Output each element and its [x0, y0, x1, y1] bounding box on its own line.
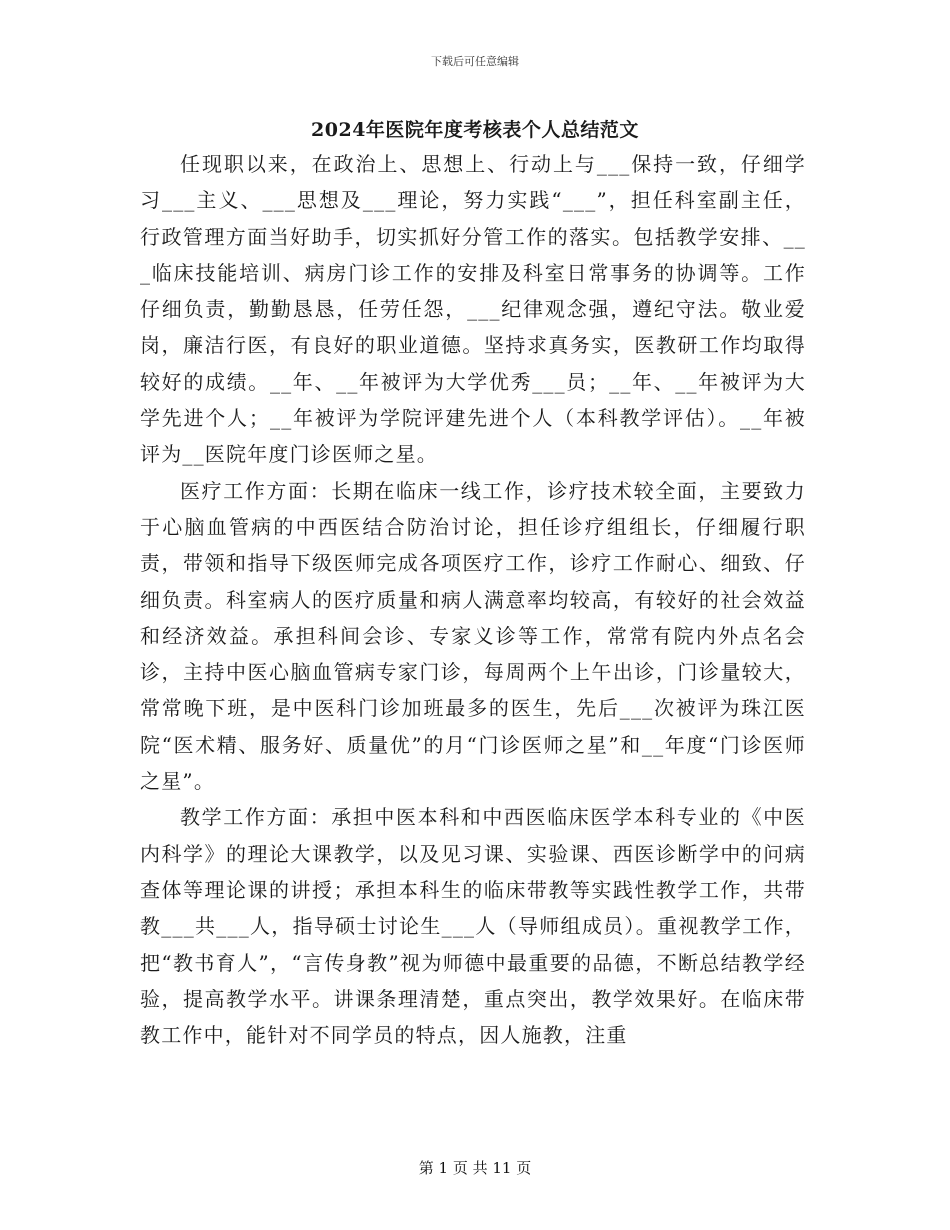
paragraph-teaching-work: 教学工作方面：承担中医本科和中西医临床医学本科专业的《中医内科学》的理论大课教学，以及见习课、实验课、西医诊断学中的问病查体等理论课的讲授；承担本科生的临床带教等实践性教学工作，共带教___共___人，指导硕士讨论生___人（导师组成员）。重视教学工作，把“教书育人”，“言传身教”视为师德中最重要的品德，不断总结教学经验，提高教学水平。讲课条理清楚，重点突出，教学效果好。在临床带教工作中，能针对不同学员的特点，因人施教，注重 — [140, 805, 806, 1048]
header-note: 下载后可任意编辑 — [431, 55, 519, 68]
document-title: 2024年医院年度考核表个人总结范文 — [311, 119, 639, 141]
page-number: 第 1 页 共 11 页 — [418, 1159, 532, 1177]
paragraph-medical-work: 医疗工作方面：长期在临床一线工作，诊疗技术较全面，主要致力于心脑血管病的中西医结合防治讨论，担任诊疗组组长，仔细履行职责，带领和指导下级医师完成各项医疗工作，诊疗工作耐心、细致、仔细负责。科室病人的医疗质量和病人满意率均较高，有较好的社会效益和经济效益。承担科间会诊、专家义诊等工作，常常有院内外点名会诊，主持中医心脑血管病专家门诊，每周两个上午出诊，门诊量较大，常常晚下班，是中医科门诊加班最多的医生，先后___次被评为珠江医院“医术精、服务好、质量优”的月“门诊医师之星”和__年度“门诊医师之星”。 — [140, 478, 806, 794]
document-body — [140, 146, 806, 1053]
paragraph-political: 任现职以来，在政治上、思想上、行动上与___保持一致，仔细学习___主义、___思想及___理论，努力实践“___”，担任科室副主任，行政管理方面当好助手，切实抓好分管工作的落实。包括教学安排、___临床技能培训、病房门诊工作的安排及科室日常事务的协调等。工作仔细负责，勤勤恳恳，任劳任怨，___纪律观念强，遵纪守法。敬业爱岗，廉洁行医，有良好的职业道德。坚持求真务实，医教研工作均取得较好的成绩。__年、__年被评为大学优秀___员；__年、__年被评为大学先进个人；__年被评为学院评建先进个人（本科教学评估）。__年被评为__医院年度门诊医师之星。 — [140, 152, 806, 467]
